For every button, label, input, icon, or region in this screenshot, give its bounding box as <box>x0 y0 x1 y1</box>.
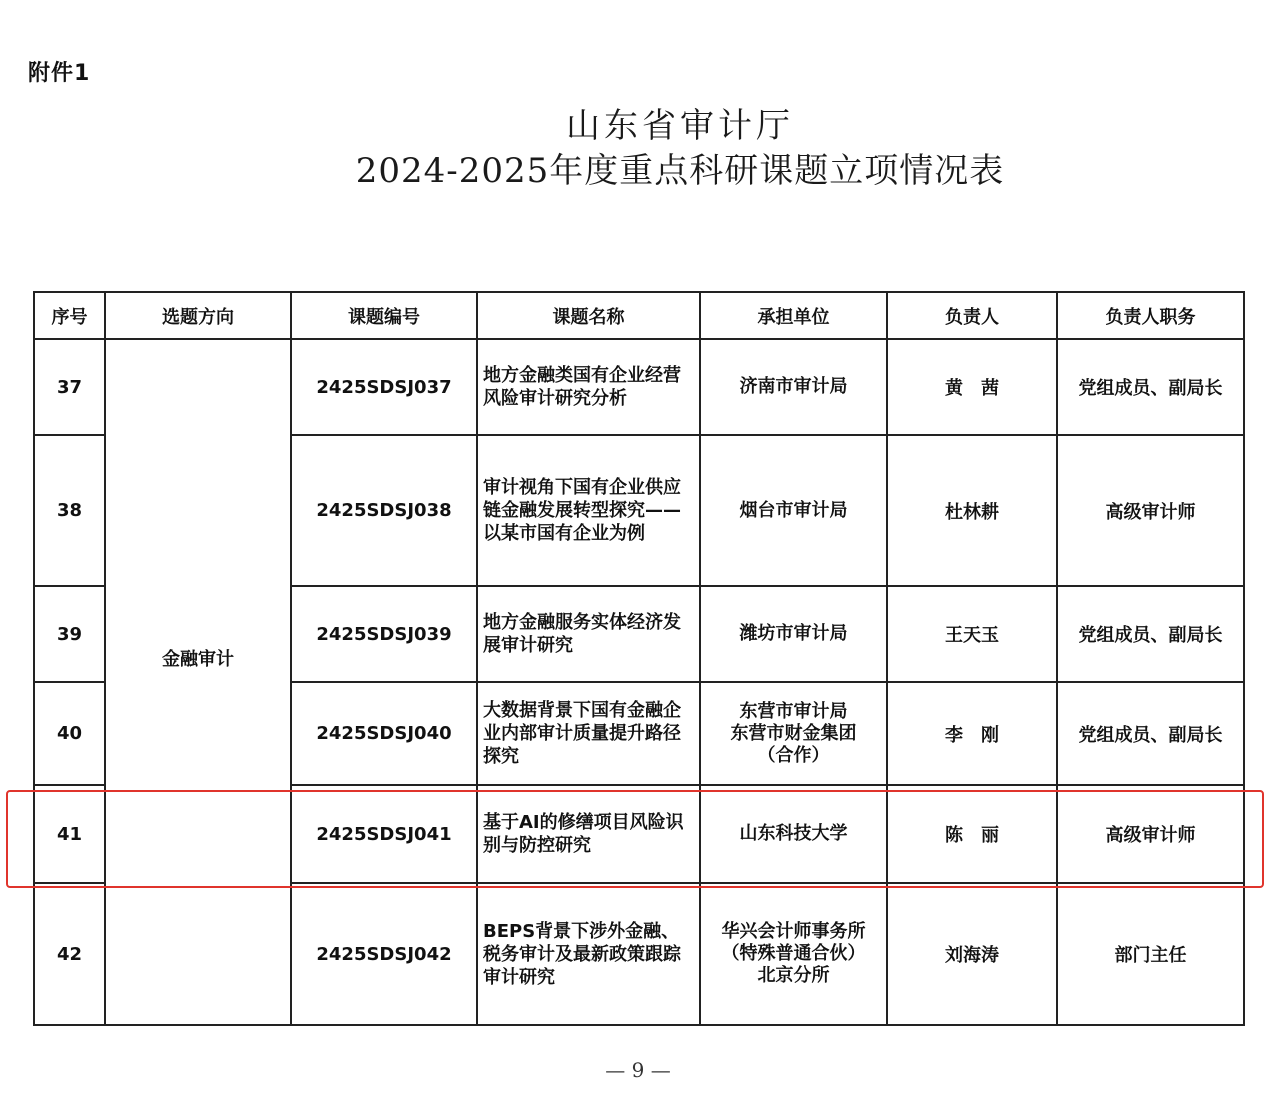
row-leader-title: 党组成员、副局长 <box>1057 339 1244 435</box>
row-code: 2425SDSJ038 <box>291 435 477 586</box>
row-code: 2425SDSJ040 <box>291 682 477 785</box>
attachment-label: 附件1 <box>28 61 91 86</box>
direction-cell-empty <box>105 883 291 1025</box>
header-no: 序号 <box>34 292 105 339</box>
row-name: 基于AI的修缮项目风险识别与防控研究 <box>477 785 700 883</box>
row-name: 地方金融类国有企业经营风险审计研究分析 <box>477 339 700 435</box>
row-org: 烟台市审计局 <box>700 435 887 586</box>
row-org: 东营市审计局 东营市财金集团 （合作） <box>700 682 887 785</box>
row-41-highlight-box <box>6 790 1264 888</box>
table-row <box>34 339 1244 435</box>
row-org: 潍坊市审计局 <box>700 586 887 682</box>
row-name: 审计视角下国有企业供应链金融发展转型探究——以某市国有企业为例 <box>477 435 700 586</box>
row-leader-title: 高级审计师 <box>1057 785 1244 883</box>
row-code: 2425SDSJ042 <box>291 883 477 1025</box>
direction-cell: 金融审计 <box>105 339 291 785</box>
row-leader-title: 高级审计师 <box>1057 435 1244 586</box>
row-org: 济南市审计局 <box>700 339 887 435</box>
row-leader: 李 刚 <box>887 682 1057 785</box>
header-leader: 负责人 <box>887 292 1057 339</box>
row-no: 42 <box>34 883 105 1025</box>
row-leader-title: 党组成员、副局长 <box>1057 682 1244 785</box>
header-name: 课题名称 <box>477 292 700 339</box>
header-org: 承担单位 <box>700 292 887 339</box>
row-leader-title: 部门主任 <box>1057 883 1244 1025</box>
row-leader: 刘海涛 <box>887 883 1057 1025</box>
row-leader: 杜林耕 <box>887 435 1057 586</box>
row-leader: 陈 丽 <box>887 785 1057 883</box>
header-code: 课题编号 <box>291 292 477 339</box>
header-direction: 选题方向 <box>105 292 291 339</box>
row-org: 山东科技大学 <box>700 785 887 883</box>
row-no: 38 <box>34 435 105 586</box>
row-code: 2425SDSJ037 <box>291 339 477 435</box>
row-leader: 王天玉 <box>887 586 1057 682</box>
row-no: 41 <box>34 785 105 883</box>
page-number: — 9 — <box>605 1058 671 1082</box>
row-org: 华兴会计师事务所 （特殊普通合伙） 北京分所 <box>700 883 887 1025</box>
row-leader: 黄 茜 <box>887 339 1057 435</box>
row-no: 37 <box>34 339 105 435</box>
row-leader-title: 党组成员、副局长 <box>1057 586 1244 682</box>
table-header-row <box>34 292 1244 339</box>
row-code: 2425SDSJ039 <box>291 586 477 682</box>
row-code: 2425SDSJ041 <box>291 785 477 883</box>
row-name: 地方金融服务实体经济发展审计研究 <box>477 586 700 682</box>
table-row <box>34 883 1244 1025</box>
project-table <box>33 291 1245 1026</box>
row-no: 40 <box>34 682 105 785</box>
row-name: 大数据背景下国有金融企业内部审计质量提升路径探究 <box>477 682 700 785</box>
row-no: 39 <box>34 586 105 682</box>
header-leader-title: 负责人职务 <box>1057 292 1244 339</box>
row-name: BEPS背景下涉外金融、税务审计及最新政策跟踪审计研究 <box>477 883 700 1025</box>
document-subtitle: 2024-2025年度重点科研课题立项情况表 <box>355 151 1005 191</box>
document-title: 山东省审计厅 <box>566 106 794 146</box>
